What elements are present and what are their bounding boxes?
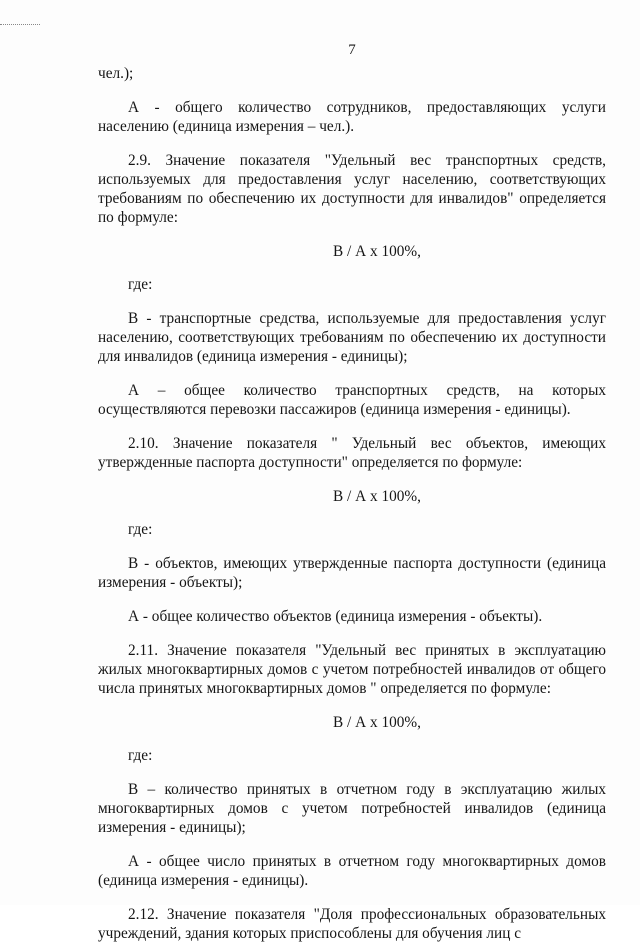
document-body	[98, 64, 606, 943]
paragraph-b-definition: В - транспортные средства, используемые для предоставления услуг населению, соответствующих требованиям по обеспечению их доступности для инвалидов (единица измерения - единицы);	[98, 310, 606, 365]
paragraph-a-definition: А – общее количество транспортных средств, на которых осуществляются перевозки пассажиров (единица измерения - единицы).	[98, 382, 606, 418]
paragraph-2-12: 2.12. Значение показателя "Доля профессиональных образовательных учреждений, здания которых приспособлены для обучения лиц с	[98, 906, 606, 942]
paragraph-b-definition: В – количество принятых в отчетном году в эксплуатацию жилых многоквартирных домов с учетом потребностей инвалидов (единица измерения - единицы);	[98, 781, 606, 836]
formula: В / А х 100%,	[333, 243, 421, 260]
where-label: где:	[128, 276, 153, 293]
paragraph-continuation: чел.);	[98, 65, 134, 82]
where-label: где:	[128, 521, 153, 538]
formula: В / А х 100%,	[333, 714, 421, 731]
paragraph-2-10: 2.10. Значение показателя " Удельный вес объектов, имеющих утвержденные паспорта доступности" определяется по формуле:	[98, 435, 606, 471]
paragraph-a-definition: А - общего количество сотрудников, предоставляющих услуги населению (единица измерения – чел.).	[98, 99, 606, 135]
where-label: где:	[128, 747, 153, 764]
paragraph-a-definition: А - общее число принятых в отчетном году многоквартирных домов (единица измерения - единицы).	[98, 853, 606, 889]
page-number: 7	[348, 42, 356, 58]
paragraph-2-11: 2.11. Значение показателя "Удельный вес принятых в эксплуатацию жилых многоквартирных домов с учетом потребностей инвалидов от общего числа принятых многоквартирных домов " определяется по формуле:	[98, 642, 606, 697]
formula: В / А х 100%,	[333, 488, 421, 505]
paragraph-2-9: 2.9. Значение показателя "Удельный вес транспортных средств, используемых для предоставления услуг населению, соответствующих требованиям по обеспечению их доступности для инвалидов" определяется по формуле:	[98, 152, 606, 226]
paragraph-b-definition: В - объектов, имеющих утвержденные паспорта доступности (единица измерения - объекты);	[98, 555, 606, 591]
paragraph-a-definition: А - общее количество объектов (единица измерения - объекты).	[128, 608, 543, 625]
scan-mark	[0, 24, 40, 27]
